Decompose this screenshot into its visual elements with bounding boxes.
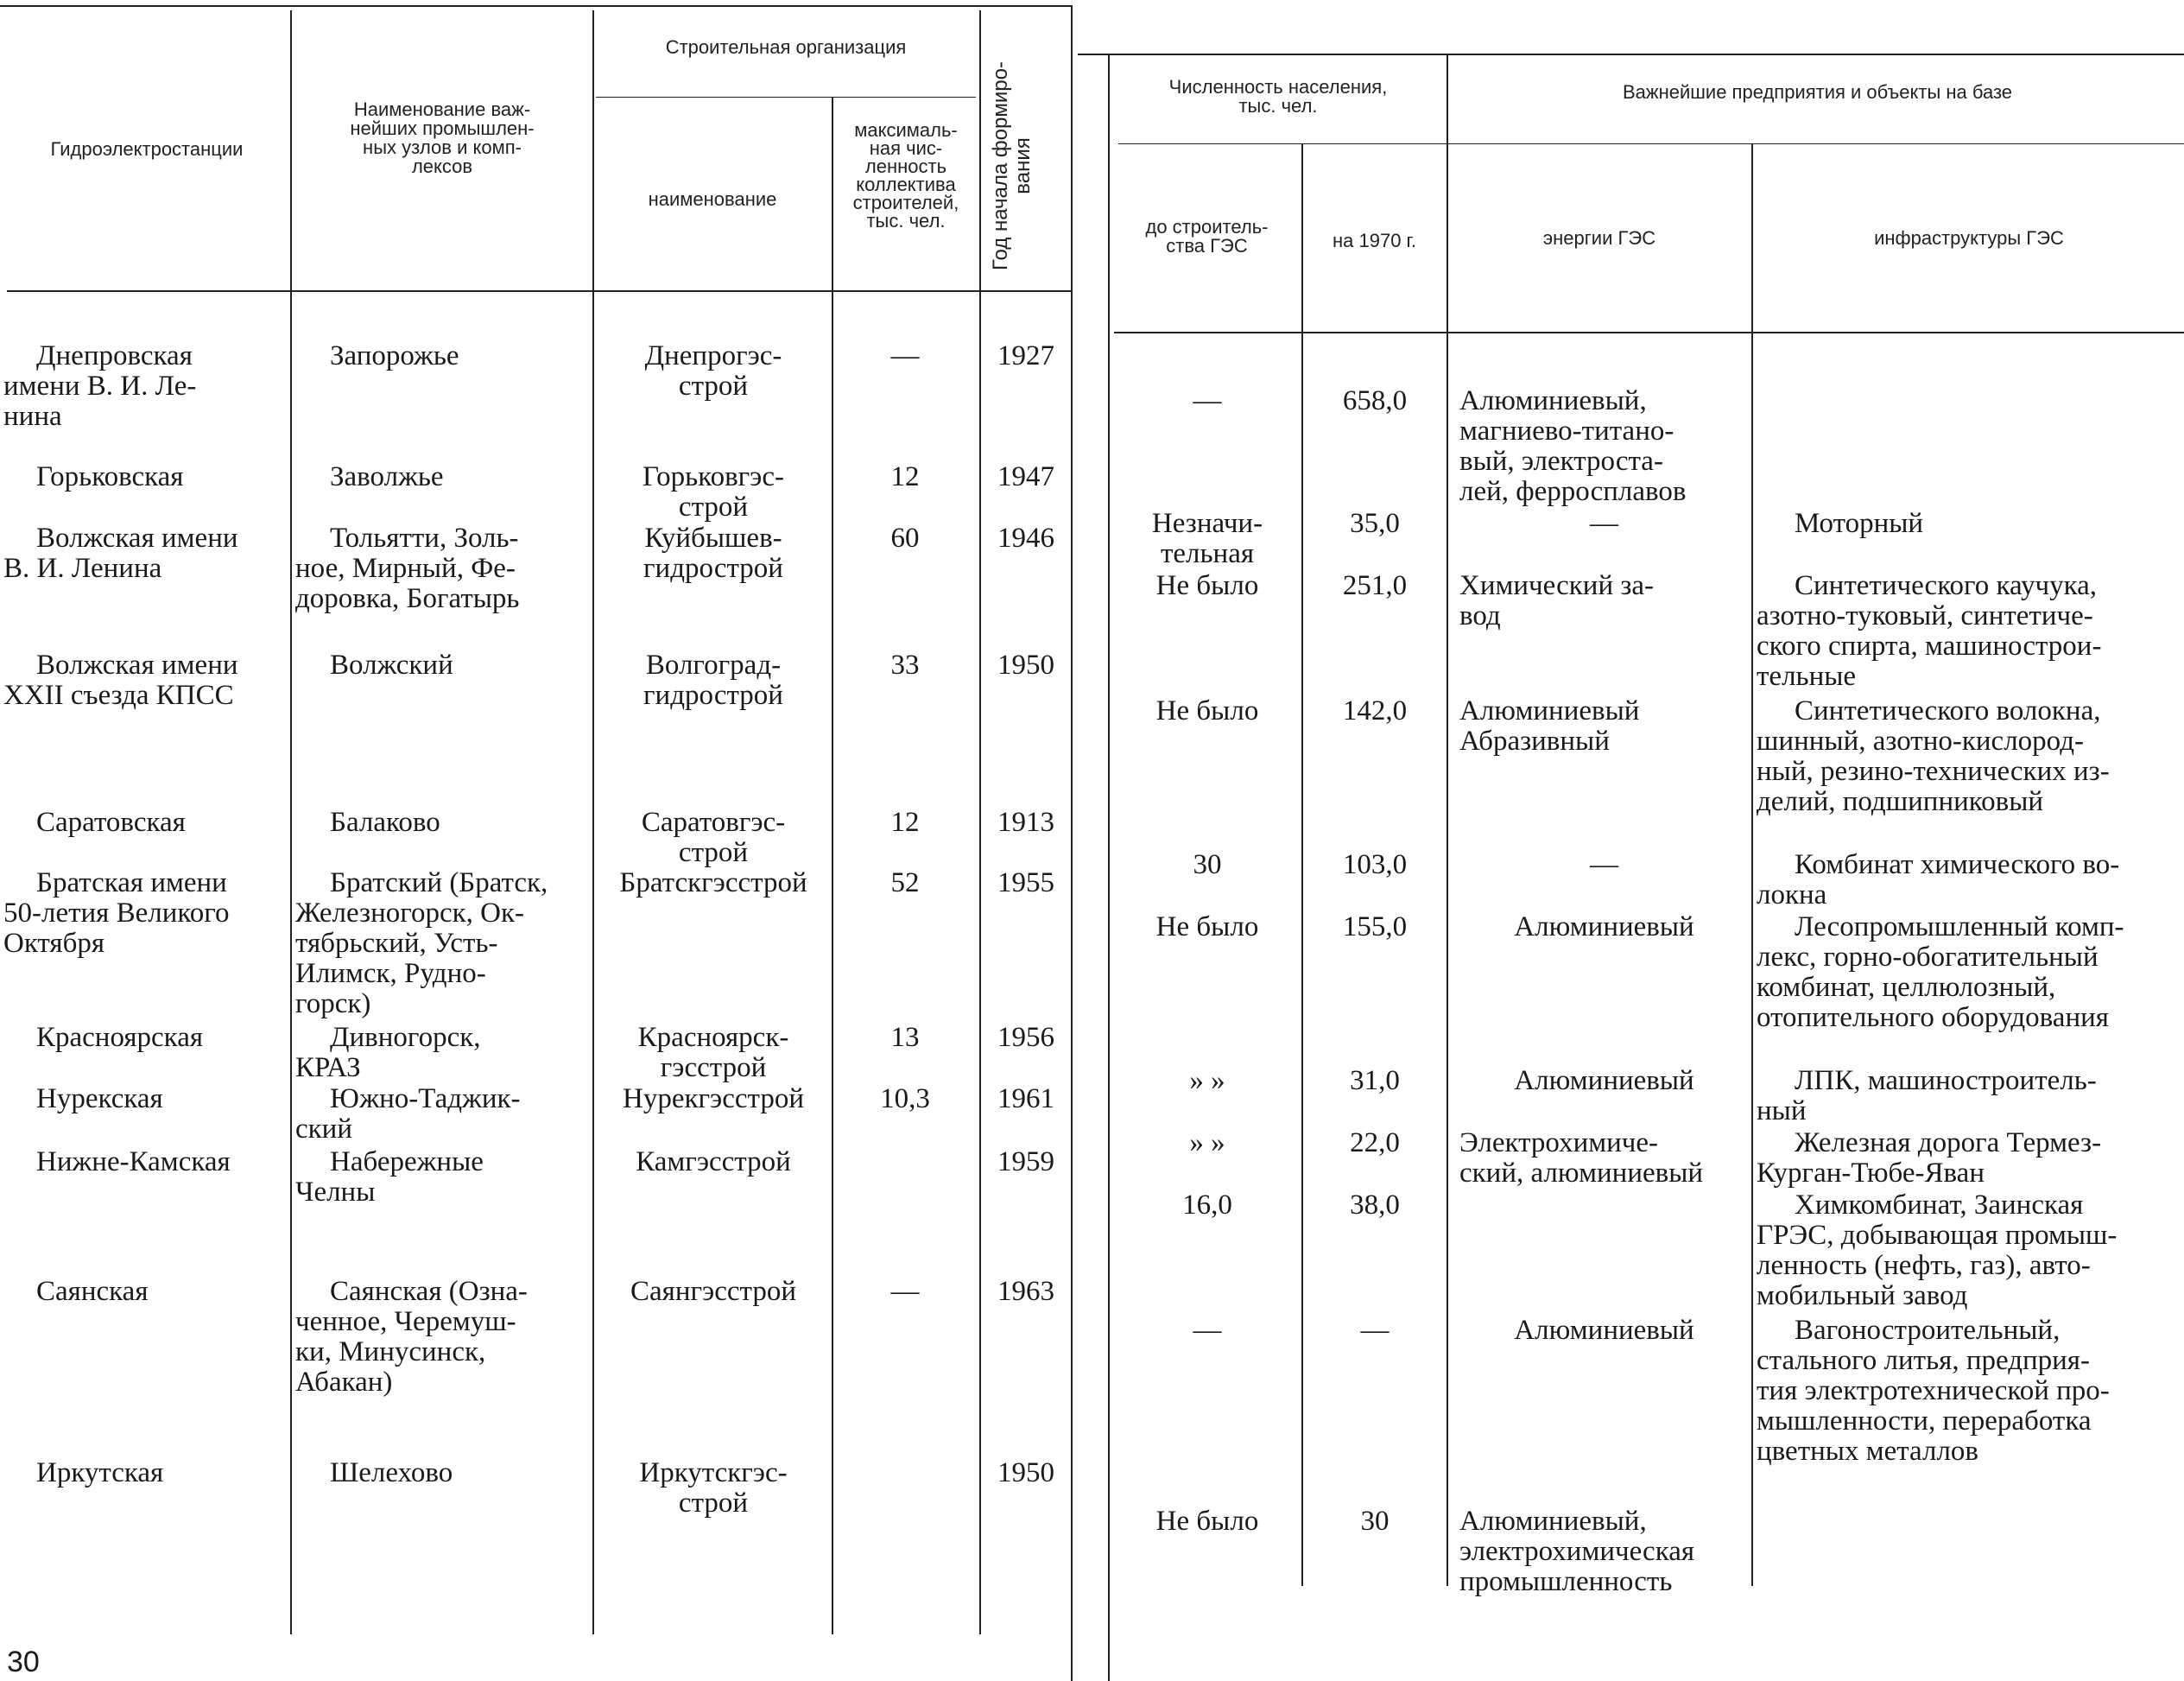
energy-enterprises bbox=[1459, 1507, 1749, 1597]
station-name-line: Иркутская bbox=[36, 1457, 164, 1488]
energy-enterprises-line: Алюминиевый bbox=[1514, 911, 1694, 942]
industrial-nodes-line: горск) bbox=[295, 988, 371, 1019]
station-name-line: XXII съезда КПСС bbox=[3, 680, 234, 711]
construction-org-line: строй bbox=[678, 492, 749, 523]
station-name bbox=[3, 650, 285, 711]
header-line: Численность населения, bbox=[1168, 76, 1388, 98]
infra-enterprises-line: Моторный bbox=[1795, 508, 1924, 539]
infra-enterprises-line: Железная дорога Термез- bbox=[1795, 1127, 2102, 1158]
infra-enterprises bbox=[1757, 1128, 2181, 1189]
industrial-nodes-line: КРАЗ bbox=[295, 1052, 361, 1083]
station-name-line: Днепровская bbox=[36, 340, 193, 371]
industrial-nodes bbox=[295, 1458, 589, 1488]
construction-org bbox=[598, 1458, 829, 1519]
infra-enterprises bbox=[1757, 696, 2181, 817]
start-year: 1961 bbox=[997, 1083, 1054, 1114]
start-year: 1950 bbox=[997, 650, 1054, 681]
population-before-line: — bbox=[1193, 1315, 1222, 1346]
station-name bbox=[3, 1084, 285, 1114]
infra-enterprises-line: стального литья, предприя- bbox=[1757, 1345, 2090, 1376]
population-before bbox=[1116, 696, 1299, 726]
infra-enterprises-line: Лесопромышленный комп- bbox=[1795, 911, 2124, 942]
industrial-nodes-line: Южно-Таджик- bbox=[330, 1083, 521, 1114]
industrial-nodes-line: Железногорск, Ок- bbox=[295, 898, 524, 929]
energy-enterprises-line: вый, электроста- bbox=[1459, 446, 1663, 477]
population-before bbox=[1116, 1190, 1299, 1221]
infra-enterprises-line: ленность (нефть, газ), авто- bbox=[1757, 1250, 2091, 1281]
start-year: 1927 bbox=[997, 340, 1054, 371]
station-name-line: Волжская имени bbox=[36, 523, 238, 554]
infra-enterprises-line: отопительного оборудования bbox=[1757, 1002, 2109, 1033]
infra-enterprises bbox=[1757, 912, 2181, 1033]
energy-enterprises bbox=[1459, 696, 1749, 757]
station-name-line: Нурекская bbox=[36, 1083, 163, 1114]
construction-org-line: строй bbox=[678, 371, 749, 402]
header-line: коллектива bbox=[856, 174, 956, 195]
construction-org-line: Днепрогэс- bbox=[644, 340, 782, 371]
energy-enterprises-line: Алюминиевый, bbox=[1459, 385, 1647, 416]
header-org-name: наименование bbox=[648, 188, 777, 210]
header-year: Год начала формиро- вания bbox=[989, 61, 1035, 270]
industrial-nodes-line: Набережные bbox=[330, 1146, 484, 1177]
construction-org-line: строй bbox=[678, 837, 749, 868]
header-line: до строитель- bbox=[1145, 216, 1269, 238]
energy-enterprises bbox=[1459, 1128, 1749, 1189]
max-builders: 12 bbox=[890, 807, 920, 838]
max-builders: 60 bbox=[890, 523, 920, 554]
header-infra: инфраструктуры ГЭС bbox=[1874, 227, 2064, 249]
station-name-line: Красноярская bbox=[36, 1022, 204, 1053]
header-line: строителей, bbox=[852, 192, 959, 213]
industrial-nodes bbox=[295, 462, 589, 492]
construction-org bbox=[598, 523, 829, 584]
energy-enterprises bbox=[1459, 850, 1749, 880]
start-year: 1956 bbox=[997, 1022, 1054, 1053]
population-before-line: Не было bbox=[1155, 570, 1259, 601]
construction-org bbox=[598, 1277, 829, 1307]
left-col-divider-2 bbox=[592, 10, 594, 1634]
population-1970: 155,0 bbox=[1342, 911, 1408, 942]
industrial-nodes-line: Запорожье bbox=[330, 340, 459, 371]
header-industrial-nodes bbox=[294, 100, 591, 176]
start-year: 1946 bbox=[997, 523, 1054, 554]
energy-enterprises-line: Алюминиевый bbox=[1514, 1065, 1694, 1096]
infra-enterprises-line: тельные bbox=[1757, 661, 1857, 692]
header-line: ная чис- bbox=[869, 137, 943, 159]
industrial-nodes bbox=[295, 1147, 589, 1208]
construction-org-line: гидрострой bbox=[643, 680, 783, 711]
population-before-line: Не было bbox=[1155, 1506, 1259, 1537]
header-line: тыс. чел. bbox=[1238, 95, 1318, 117]
energy-enterprises-line: — bbox=[1590, 849, 1618, 880]
population-1970: 35,0 bbox=[1350, 508, 1400, 539]
start-year: 1955 bbox=[997, 867, 1054, 898]
population-before-line: 30 bbox=[1193, 849, 1222, 880]
industrial-nodes-line: Тольятти, Золь- bbox=[330, 523, 519, 554]
right-col-divider-2 bbox=[1447, 54, 1448, 1586]
infra-enterprises-line: комбинат, целлюлозный, bbox=[1757, 972, 2056, 1003]
construction-org-line: Волгоград- bbox=[645, 650, 782, 681]
station-name-line: 50-летия Великого bbox=[3, 898, 230, 929]
construction-org-line: Саянгэсстрой bbox=[630, 1276, 796, 1307]
start-year: 1959 bbox=[997, 1146, 1054, 1177]
construction-org-line: Саратовгэс- bbox=[641, 807, 786, 838]
infra-enterprises-line: ского спирта, машинострои- bbox=[1757, 631, 2102, 662]
construction-org bbox=[598, 1023, 829, 1083]
infra-enterprises bbox=[1757, 571, 2181, 692]
station-name-line: Саратовская bbox=[36, 807, 186, 838]
energy-enterprises-line: электрохимическая bbox=[1459, 1536, 1695, 1567]
industrial-nodes-line: ки, Минусинск, bbox=[295, 1336, 486, 1367]
station-name bbox=[3, 1023, 285, 1053]
population-1970: 658,0 bbox=[1342, 385, 1408, 416]
energy-enterprises-line: промышленность bbox=[1459, 1566, 1673, 1597]
station-name bbox=[3, 1277, 285, 1307]
energy-enterprises-line: Абразивный bbox=[1459, 726, 1610, 757]
industrial-nodes-line: Братский (Братск, bbox=[330, 867, 548, 898]
right-left-edge bbox=[1108, 54, 1110, 1681]
infra-enterprises-line: лекс, горно-обогатительный bbox=[1757, 942, 2099, 973]
industrial-nodes bbox=[295, 868, 589, 1019]
population-before-line: » » bbox=[1189, 1127, 1225, 1158]
construction-org-line: Нурекгэсстрой bbox=[623, 1083, 804, 1114]
energy-enterprises-line: ский, алюминиевый bbox=[1459, 1158, 1704, 1189]
infra-enterprises-line: мобильный завод bbox=[1757, 1280, 1968, 1311]
infra-enterprises-line: Комбинат химического во- bbox=[1795, 849, 2120, 880]
left-right-edge bbox=[1071, 5, 1073, 1681]
infra-enterprises-line: тия электротехнической про- bbox=[1757, 1375, 2110, 1406]
left-col-divider-3 bbox=[832, 97, 833, 1634]
header-max-builders bbox=[834, 121, 978, 230]
energy-enterprises-line: Алюминиевый bbox=[1459, 695, 1640, 726]
population-before bbox=[1116, 1507, 1299, 1537]
population-before bbox=[1116, 1316, 1299, 1346]
population-1970: 251,0 bbox=[1342, 570, 1408, 601]
header-line: ства ГЭС bbox=[1166, 235, 1248, 257]
max-builders: — bbox=[890, 340, 920, 371]
industrial-nodes-line: Шелехово bbox=[330, 1457, 453, 1488]
energy-enterprises-line: — bbox=[1590, 508, 1618, 539]
max-builders: 33 bbox=[890, 650, 920, 681]
industrial-nodes-line: Саянская (Озна- bbox=[330, 1276, 528, 1307]
header-station: Гидроэлектростанции bbox=[50, 138, 244, 160]
industrial-nodes-line: Абакан) bbox=[295, 1367, 393, 1398]
start-year: 1913 bbox=[997, 807, 1054, 838]
population-before bbox=[1116, 509, 1299, 569]
station-name-line: Волжская имени bbox=[36, 650, 238, 681]
construction-org bbox=[598, 341, 829, 402]
start-year: 1947 bbox=[997, 461, 1054, 492]
energy-enterprises-line: Химический за- bbox=[1459, 570, 1655, 601]
station-name bbox=[3, 1458, 285, 1488]
left-header-rule bbox=[7, 290, 1071, 292]
infra-enterprises bbox=[1757, 509, 2181, 539]
population-before-line: Не было bbox=[1155, 911, 1259, 942]
station-name-line: Нижне-Камская bbox=[36, 1146, 231, 1177]
station-name bbox=[3, 341, 285, 432]
population-1970: 103,0 bbox=[1342, 849, 1408, 880]
industrial-nodes-line: Волжский bbox=[330, 650, 453, 681]
population-before-line: тельная bbox=[1160, 538, 1255, 569]
start-year: 1963 bbox=[997, 1276, 1054, 1307]
energy-enterprises-line: Алюминиевый bbox=[1514, 1315, 1694, 1346]
header-line: максималь- bbox=[854, 119, 958, 141]
population-1970: 30 bbox=[1360, 1506, 1390, 1537]
infra-enterprises-line: цветных металлов bbox=[1757, 1436, 1979, 1467]
construction-org-line: Куйбышев- bbox=[644, 523, 782, 554]
right-col-divider-3 bbox=[1751, 143, 1753, 1586]
max-builders: 12 bbox=[890, 461, 920, 492]
population-before bbox=[1116, 850, 1299, 880]
construction-org-line: Красноярск- bbox=[637, 1022, 789, 1053]
industrial-nodes bbox=[295, 1277, 589, 1398]
header-line: Наименование важ- bbox=[353, 98, 531, 120]
infra-enterprises-line: Синтетического каучука, bbox=[1795, 570, 2098, 601]
left-col-divider-1 bbox=[290, 10, 292, 1634]
industrial-nodes-line: тябрьский, Усть- bbox=[295, 928, 498, 959]
population-1970: 31,0 bbox=[1350, 1065, 1400, 1096]
construction-org-line: гэсстрой bbox=[660, 1052, 767, 1083]
population-before bbox=[1116, 912, 1299, 942]
station-name bbox=[3, 462, 285, 492]
infra-enterprises-line: ЛПК, машиностроитель- bbox=[1795, 1065, 2097, 1096]
infra-enterprises bbox=[1757, 850, 2181, 910]
energy-enterprises bbox=[1459, 509, 1749, 539]
infra-enterprises-line: делий, подшипниковый bbox=[1757, 786, 2044, 817]
energy-enterprises bbox=[1459, 571, 1749, 631]
station-name-line: имени В. И. Ле- bbox=[3, 371, 197, 402]
energy-enterprises bbox=[1459, 912, 1749, 942]
right-top-rule bbox=[1078, 54, 2184, 55]
station-name bbox=[3, 1147, 285, 1177]
industrial-nodes-line: Балаково bbox=[330, 807, 440, 838]
station-name bbox=[3, 808, 285, 838]
header-energy: энергии ГЭС bbox=[1542, 227, 1656, 249]
header-line: тыс. чел. bbox=[866, 210, 946, 232]
header-line: ленность bbox=[864, 155, 947, 177]
industrial-nodes bbox=[295, 1084, 589, 1145]
org-subheader-rule bbox=[596, 97, 976, 98]
population-before-line: Не было bbox=[1155, 695, 1259, 726]
population-1970: — bbox=[1360, 1315, 1390, 1346]
construction-org bbox=[598, 462, 829, 523]
industrial-nodes-line: Илимск, Рудно- bbox=[295, 958, 486, 989]
right-subheader-rule bbox=[1118, 143, 2184, 144]
population-before bbox=[1116, 571, 1299, 601]
population-before-line: 16,0 bbox=[1182, 1189, 1232, 1221]
infra-enterprises-line: Курган-Тюбе-Яван bbox=[1757, 1158, 1985, 1189]
energy-enterprises-line: магниево-титано- bbox=[1459, 415, 1674, 447]
header-before bbox=[1114, 218, 1300, 256]
population-1970: 142,0 bbox=[1342, 695, 1408, 726]
industrial-nodes-line: доровка, Богатырь bbox=[295, 583, 520, 614]
population-before bbox=[1116, 386, 1299, 416]
energy-enterprises-line: Электрохимиче- bbox=[1459, 1127, 1659, 1158]
construction-org-line: Камгэсстрой bbox=[636, 1146, 791, 1177]
header-enterprises: Важнейшие предприятия и объекты на базе bbox=[1622, 81, 2013, 103]
construction-org bbox=[598, 808, 829, 868]
industrial-nodes-line: ное, Мирный, Фе- bbox=[295, 553, 516, 584]
industrial-nodes bbox=[295, 523, 589, 614]
infra-enterprises-line: азотно-туковый, синтетиче- bbox=[1757, 600, 2093, 631]
max-builders: — bbox=[890, 1276, 920, 1307]
max-builders: 10,3 bbox=[880, 1083, 930, 1114]
header-1970: на 1970 г. bbox=[1332, 230, 1416, 251]
station-name-line: Братская имени bbox=[36, 867, 227, 898]
left-top-rule bbox=[0, 5, 1071, 7]
right-col-divider-1 bbox=[1301, 143, 1303, 1586]
infra-enterprises-line: локна bbox=[1757, 879, 1827, 910]
energy-enterprises bbox=[1459, 386, 1749, 507]
industrial-nodes-line: Дивногорск, bbox=[330, 1022, 481, 1053]
header-line: лексов bbox=[411, 155, 473, 177]
infra-enterprises-line: мышленности, переработка bbox=[1757, 1405, 2092, 1437]
construction-org-line: гидрострой bbox=[643, 553, 783, 584]
infra-enterprises-line: шинный, азотно-кислород- bbox=[1757, 726, 2084, 757]
page-number: 30 bbox=[7, 1646, 40, 1678]
infra-enterprises-line: Химкомбинат, Заинская bbox=[1795, 1189, 2084, 1221]
header-construction-org: Строительная организация bbox=[665, 36, 907, 58]
energy-enterprises bbox=[1459, 1066, 1749, 1096]
industrial-nodes-line: Заволжье bbox=[330, 461, 444, 492]
construction-org bbox=[598, 1147, 829, 1177]
population-before bbox=[1116, 1066, 1299, 1096]
industrial-nodes bbox=[295, 1023, 589, 1083]
construction-org-line: Горьковгэс- bbox=[642, 461, 784, 492]
industrial-nodes bbox=[295, 650, 589, 681]
start-year: 1950 bbox=[997, 1457, 1054, 1488]
construction-org bbox=[598, 1084, 829, 1114]
station-name bbox=[3, 868, 285, 959]
construction-org bbox=[598, 868, 829, 898]
industrial-nodes bbox=[295, 808, 589, 838]
infra-enterprises-line: Синтетического волокна, bbox=[1795, 695, 2101, 726]
population-before bbox=[1116, 1128, 1299, 1158]
station-name-line: Саянская bbox=[36, 1276, 149, 1307]
max-builders: 52 bbox=[890, 867, 920, 898]
station-name bbox=[3, 523, 285, 584]
energy-enterprises bbox=[1459, 1316, 1749, 1346]
station-name-line: Октября bbox=[3, 928, 105, 959]
right-header-rule bbox=[1114, 332, 2184, 333]
industrial-nodes-line: ченное, Черемуш- bbox=[295, 1306, 516, 1337]
industrial-nodes bbox=[295, 341, 589, 371]
infra-enterprises-line: ный, резино-технических из- bbox=[1757, 756, 2110, 787]
infra-enterprises-line: ный bbox=[1757, 1095, 1807, 1126]
construction-org-line: Иркутскгэс- bbox=[639, 1457, 788, 1488]
infra-enterprises bbox=[1757, 1316, 2181, 1467]
infra-enterprises-line: Вагоностроительный, bbox=[1795, 1315, 2061, 1346]
energy-enterprises-line: Алюминиевый, bbox=[1459, 1506, 1647, 1537]
station-name-line: нина bbox=[3, 401, 62, 432]
population-before-line: » » bbox=[1189, 1065, 1225, 1096]
station-name-line: В. И. Ленина bbox=[3, 553, 162, 584]
infra-enterprises bbox=[1757, 1190, 2181, 1311]
header-population bbox=[1114, 78, 1442, 116]
population-1970: 38,0 bbox=[1350, 1189, 1400, 1221]
population-before-line: — bbox=[1193, 385, 1222, 416]
header-line: ных узлов и комп- bbox=[363, 136, 522, 158]
construction-org-line: Братскгэсстрой bbox=[619, 867, 807, 898]
station-name-line: Горьковская bbox=[36, 461, 184, 492]
energy-enterprises-line: лей, ферросплавов bbox=[1459, 476, 1687, 507]
infra-enterprises bbox=[1757, 1066, 2181, 1126]
construction-org-line: строй bbox=[678, 1488, 749, 1519]
max-builders: 13 bbox=[890, 1022, 920, 1053]
population-1970: 22,0 bbox=[1350, 1127, 1400, 1158]
industrial-nodes-line: ский bbox=[295, 1113, 352, 1145]
energy-enterprises-line: вод bbox=[1459, 600, 1501, 631]
construction-org bbox=[598, 650, 829, 711]
left-col-divider-4 bbox=[979, 10, 981, 1634]
population-before-line: Незначи- bbox=[1151, 508, 1263, 539]
header-line: нейших промышлен- bbox=[350, 117, 535, 139]
infra-enterprises-line: ГРЭС, добывающая промыш- bbox=[1757, 1220, 2118, 1251]
industrial-nodes-line: Челны bbox=[295, 1177, 376, 1208]
